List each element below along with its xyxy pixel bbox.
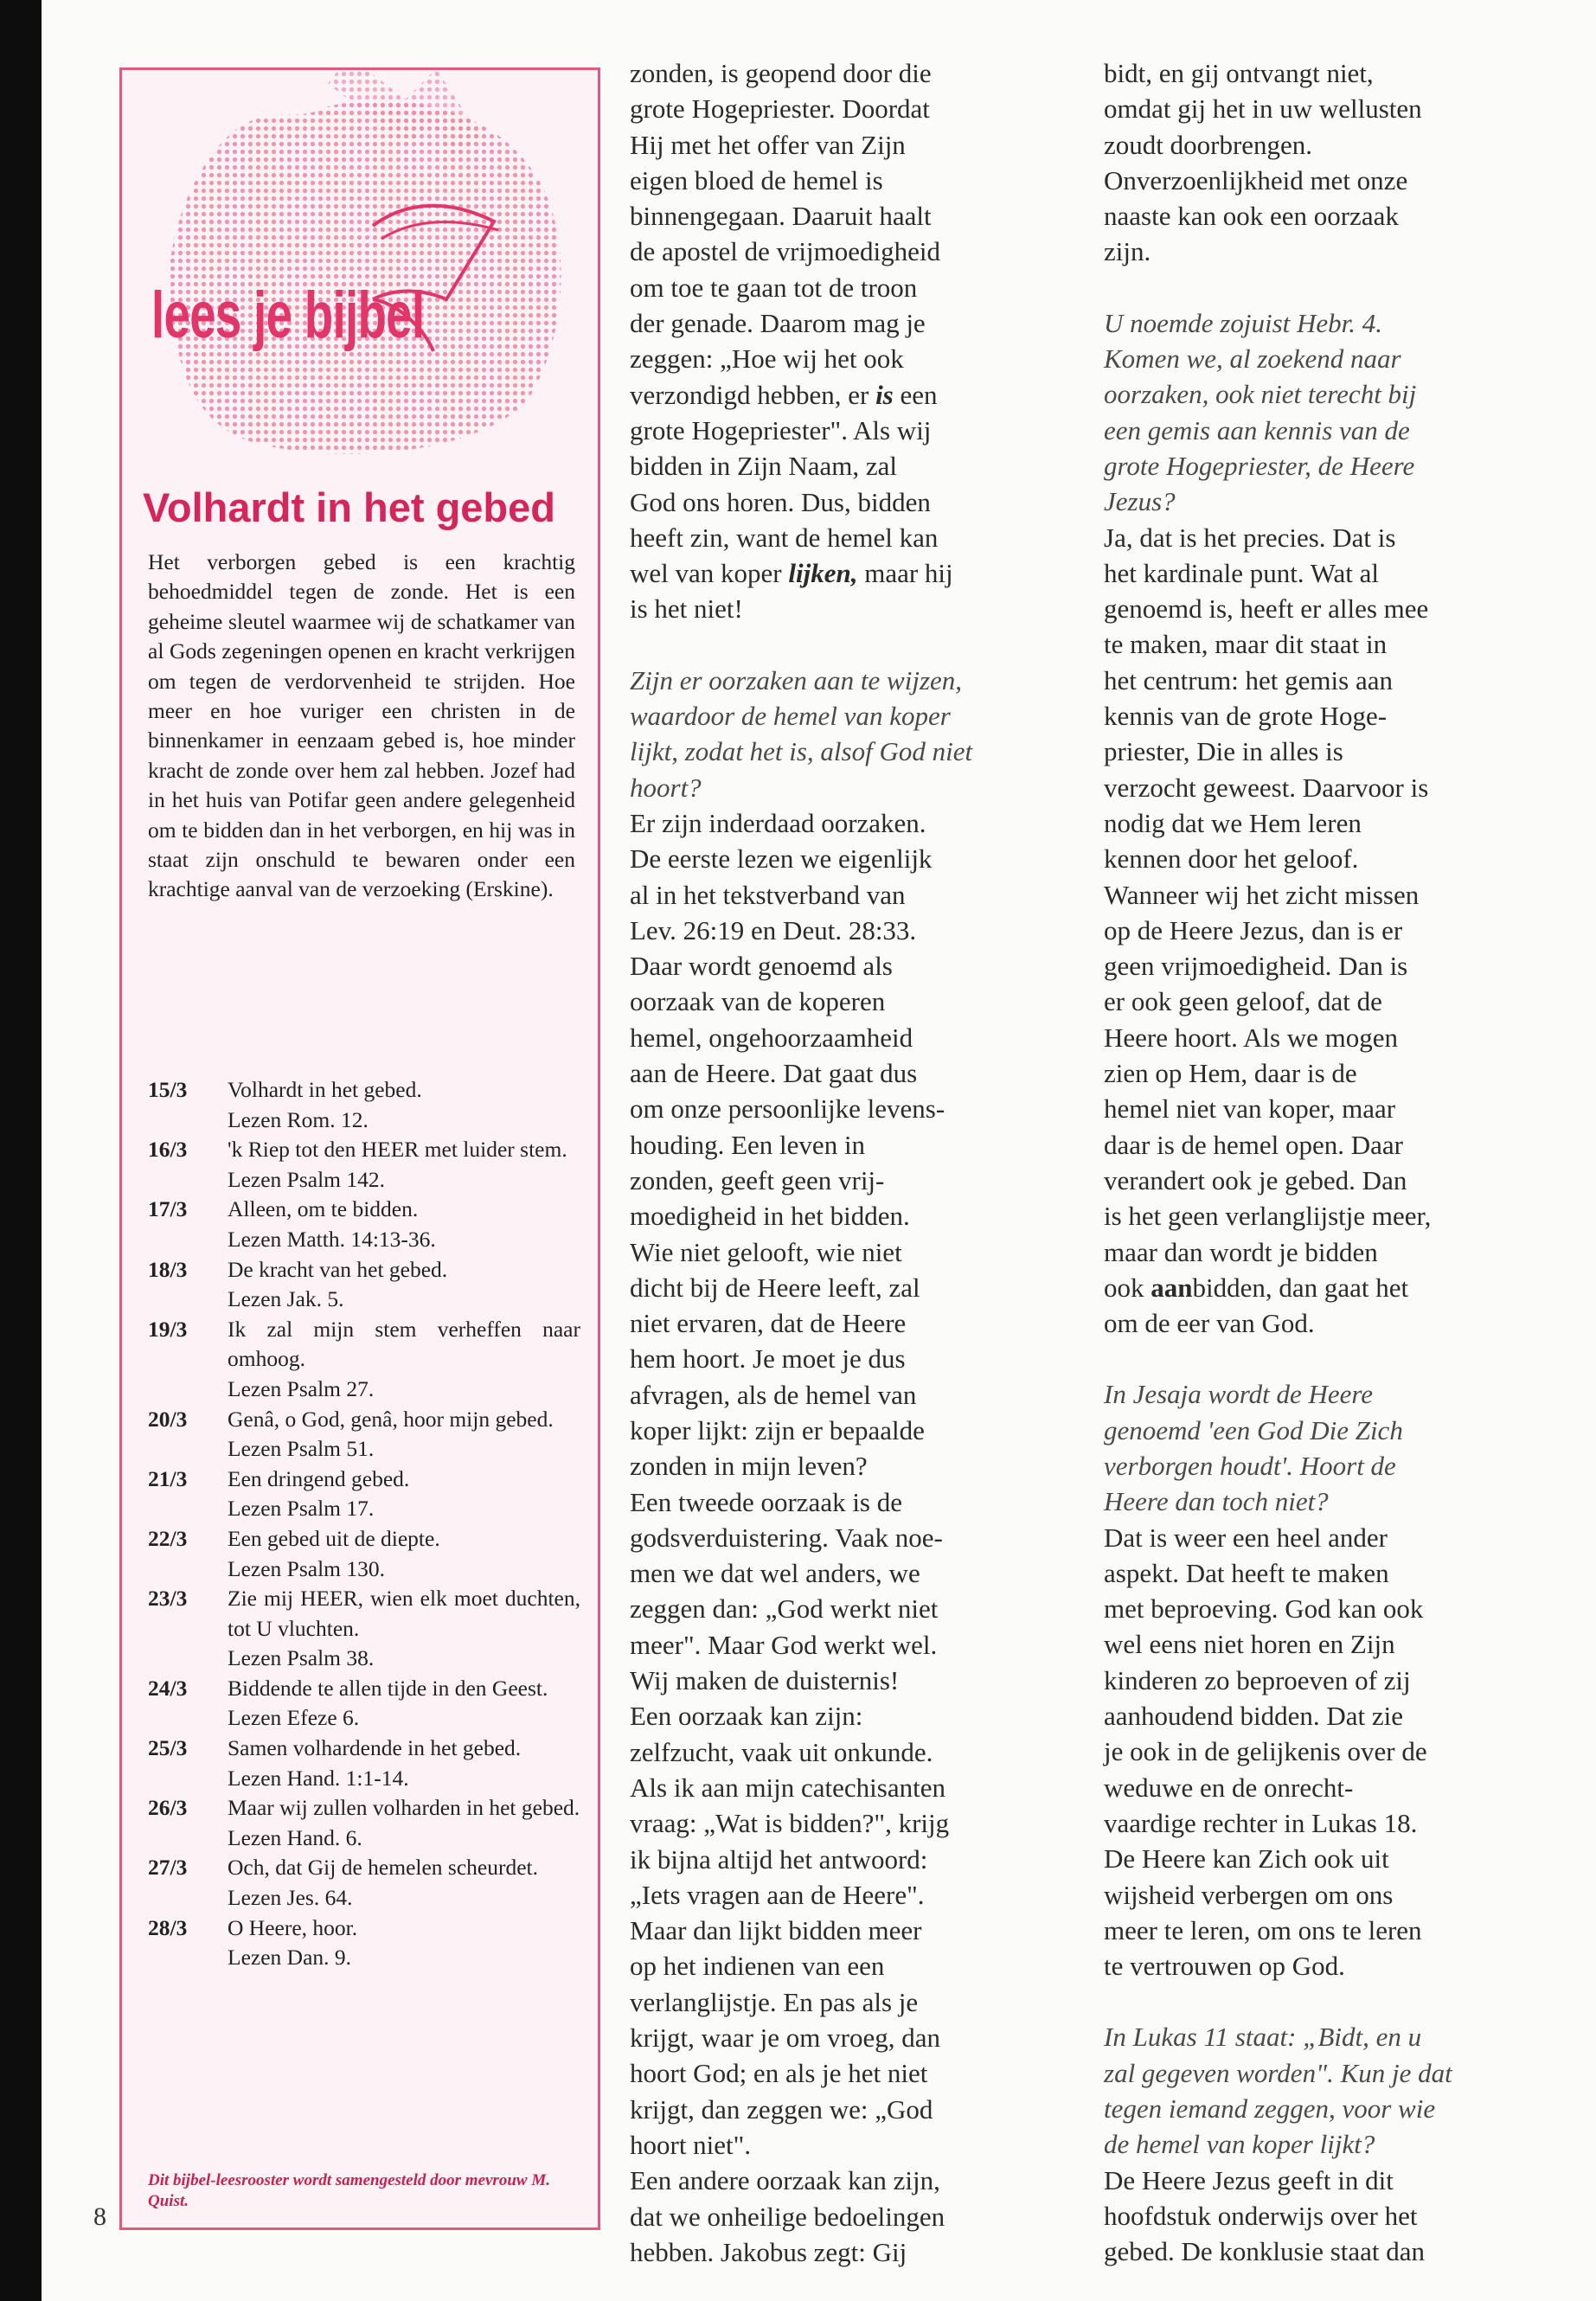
text-line: zonden in mijn leven?: [630, 1451, 868, 1482]
question-paragraph: [1104, 1376, 1536, 1519]
question-paragraph: [1104, 2019, 1536, 2162]
schedule-date: 17/3: [148, 1196, 188, 1222]
text-line: oorzaak van de koperen: [630, 986, 886, 1017]
text-line: verborgen houdt'. Hoort de: [1104, 1450, 1396, 1481]
text-fragment: bidden, dan gaat het: [1192, 1272, 1409, 1303]
text-line: Een andere oorzaak kan zijn,: [630, 2165, 940, 2196]
schedule-date: 26/3: [148, 1795, 188, 1821]
schedule-date: 16/3: [148, 1137, 188, 1163]
text-line: verlanglijstje. En pas als je: [630, 1986, 919, 2017]
text-line: hebben. Jakobus zegt: Gij: [630, 2236, 907, 2267]
schedule-date: 28/3: [148, 1914, 188, 1940]
text-line: Onverzoenlijkheid met onze: [1104, 164, 1408, 195]
text-line: Daar wordt genoemd als: [630, 951, 893, 982]
schedule-entry: [148, 1135, 580, 1195]
schedule-title: De kracht van het gebed.: [228, 1256, 448, 1282]
reading-schedule: [148, 1075, 580, 1973]
schedule-entry-row: [148, 1853, 580, 1883]
text-line: heeft zin, want de hemel kan: [630, 522, 939, 553]
text-line: hoort niet".: [630, 2129, 752, 2160]
schedule-date: 25/3: [148, 1735, 188, 1761]
text-line: godsverduistering. Vaak noe-: [630, 1522, 943, 1553]
text-fragment: ook: [1104, 1272, 1144, 1303]
text-line: om onze persoonlijke levens-: [630, 1093, 945, 1125]
schedule-entry-row: [148, 1135, 580, 1165]
answer-paragraph: [1104, 520, 1536, 1342]
text-line: men we dat wel anders, we: [630, 1558, 920, 1589]
schedule-date: 22/3: [148, 1525, 188, 1551]
text-line: te vertrouwen op God.: [1104, 1951, 1345, 1982]
text-line: U noemde zojuist Hebr. 4.: [1104, 307, 1383, 338]
text-line: In Lukas 11 staat: „Bidt, en u: [1104, 2022, 1422, 2053]
text-line: het centrum: het gemis aan: [1104, 664, 1393, 695]
schedule-reading: Lezen Efeze 6.: [228, 1705, 360, 1731]
schedule-entry-row: [148, 1465, 580, 1495]
schedule-reading: Lezen Matth. 14:13-36.: [228, 1226, 436, 1252]
text-fragment: maar hij: [864, 558, 953, 589]
text-line: bidt, en gij ontvangt niet,: [1104, 58, 1374, 88]
text-line: kennis van de grote Hoge-: [1104, 701, 1388, 732]
text-line: om toe te gaan tot de troon: [630, 272, 918, 303]
schedule-title: Ik zal mijn stem verheffen naar omhoog.: [228, 1316, 580, 1372]
text-line: Heere dan toch niet?: [1104, 1486, 1329, 1517]
text-line: zeggen: „Hoe wij het ook: [630, 343, 904, 375]
text-line: hoofdstuk onderwijs over het: [1104, 2200, 1418, 2231]
schedule-title: Zie mij HEER, wien elk moet duchten, tot U vluchten.: [228, 1586, 580, 1641]
schedule-entry: [148, 1315, 580, 1405]
text-line: zien op Hem, daar is de: [1104, 1058, 1357, 1089]
text-line: naaste kan ook een oorzaak: [1104, 201, 1399, 232]
schedule-date: 27/3: [148, 1855, 188, 1881]
text-line: zonden, is geopend door die: [630, 58, 932, 88]
article-column-3: [1104, 55, 1536, 2270]
text-line: vraag: „Wat is bidden?", krijg: [630, 1808, 950, 1839]
schedule-reading: Lezen Hand. 6.: [228, 1824, 362, 1850]
text-line: daar is de hemel open. Daar: [1104, 1129, 1404, 1160]
text-line: Wie niet gelooft, wie niet: [630, 1236, 902, 1267]
schedule-entry: [148, 1674, 580, 1734]
text-line: Als ik aan mijn catechisanten: [630, 1772, 945, 1803]
text-line: Dat is weer een heel ander: [1104, 1522, 1388, 1553]
schedule-footnote: Dit bijbel-leesrooster wordt samengesteld door mevrouw M. Quist.: [148, 2171, 550, 2210]
text-line: aanhoudend bidden. Dat zie: [1104, 1701, 1404, 1732]
schedule-date: 19/3: [148, 1316, 188, 1342]
text-line: wijsheid verbergen om ons: [1104, 1879, 1394, 1910]
text-line: je ook in de gelijkenis over de: [1104, 1736, 1427, 1767]
schedule-date: 23/3: [148, 1586, 188, 1612]
schedule-date: 15/3: [148, 1077, 188, 1102]
schedule-title: O Heere, hoor.: [228, 1914, 358, 1940]
schedule-entry-row: [148, 1255, 580, 1285]
schedule-entry: [148, 1075, 580, 1135]
text-line: Wanneer wij het zicht missen: [1104, 879, 1420, 910]
text-line: Ja, dat is het precies. Dat is: [1104, 522, 1396, 553]
text-line: Een tweede oorzaak is de: [630, 1486, 903, 1517]
text-line: dat we onheilige bedoelingen: [630, 2201, 945, 2232]
text-line: Hij met het offer van Zijn: [630, 129, 906, 160]
text-line: te maken, maar dit staat in: [1104, 629, 1388, 660]
text-line: God ons horen. Dus, bidden: [630, 486, 931, 517]
intro-paragraph: Het verborgen gebed is een krachtig behoedmiddel tegen de zonde. Het is een geheime sleutel waarmee wij de schatkamer van al Gods zegeningen openen en kracht verkrijgen om tegen de verdorvenheid te strijden. Hoe meer en hoe vuriger een christen in de binnenkamer in eenzaam gebed is, hoe minder kracht de zonde over hem zal hebben. Jozef had in het huis van Potifar geen andere gelegenheid om te bidden dan in het verborgen, en hij was in staat zijn onschuld te bewaren onder een krachtige aanval van de verzoeking (Erskine).: [148, 549, 575, 902]
schedule-reading: Lezen Psalm 17.: [228, 1496, 375, 1522]
text-line: grote Hogepriester. Doordat: [630, 93, 930, 125]
text-line: ik bijna altijd het antwoord:: [630, 1843, 928, 1875]
answer-paragraph: [1104, 1520, 1536, 1984]
schedule-entry: [148, 1524, 580, 1584]
text-line: zelfzucht, vaak uit onkunde.: [630, 1736, 933, 1767]
schedule-entry-row: [148, 1584, 580, 1644]
schedule-entry: [148, 1793, 580, 1853]
text-line: bidden in Zijn Naam, zal: [630, 451, 898, 482]
text-line: genoemd 'een God Die Zich: [1104, 1414, 1403, 1445]
page-binding-edge: [0, 0, 42, 2301]
text-line: wel van koper lijken, maar hij: [630, 558, 953, 589]
text-line: grote Hogepriester, de Heere: [1104, 450, 1415, 481]
emphasis-lijken: lijken,: [788, 558, 858, 589]
text-line: Wij maken de duisternis!: [630, 1665, 900, 1696]
text-line: omdat gij het in uw wellusten: [1104, 93, 1422, 125]
schedule-title: Alleen, om te bidden.: [228, 1196, 419, 1222]
text-line: eigen bloed de hemel is: [630, 164, 883, 195]
text-line: oorzaken, ook niet terecht bij: [1104, 379, 1417, 410]
text-line: meer te leren, om ons te leren: [1104, 1914, 1422, 1945]
schedule-entry: [148, 1195, 580, 1254]
schedule-title: Volhardt in het gebed.: [228, 1077, 422, 1102]
text-line: kinderen zo beproeven of zij: [1104, 1664, 1411, 1695]
text-line: nodig dat we Hem leren: [1104, 807, 1362, 838]
text-line: het kardinale punt. Wat al: [1104, 557, 1380, 588]
text-line: er ook geen geloof, dat de: [1104, 986, 1382, 1017]
text-line: krijgt, waar je om vroeg, dan: [630, 2022, 940, 2054]
schedule-reading: Lezen Jak. 5.: [228, 1286, 344, 1312]
text-line: tegen iemand zeggen, voor wie: [1104, 2093, 1436, 2125]
text-line: zal gegeven worden". Kun je dat: [1104, 2057, 1452, 2088]
answer-paragraph: [1104, 55, 1536, 270]
text-line: zoudt doorbrengen.: [1104, 129, 1313, 160]
schedule-entry: [148, 1734, 580, 1793]
schedule-title: Een gebed uit de diepte.: [228, 1525, 440, 1551]
schedule-reading: Lezen Psalm 27.: [228, 1375, 375, 1401]
text-line: De Heere Jezus geeft in dit: [1104, 2164, 1394, 2195]
page-number: 8: [93, 2202, 106, 2231]
text-line: binnengegaan. Daaruit haalt: [630, 201, 932, 232]
text-line: vaardige rechter in Lukas 18.: [1104, 1807, 1418, 1838]
text-line: niet ervaren, dat de Heere: [630, 1308, 907, 1339]
text-line: wel eens niet horen en Zijn: [1104, 1629, 1395, 1660]
schedule-entry: [148, 1405, 580, 1465]
text-line: genoemd is, heeft er alles mee: [1104, 593, 1429, 625]
text-line: De eerste lezen we eigenlijk: [630, 843, 933, 875]
schedule-entry: [148, 1853, 580, 1913]
text-line: op de Heere Jezus, dan is er: [1104, 914, 1403, 945]
text-line: op het indienen van een: [630, 1951, 885, 1982]
text-line: „Iets vragen aan de Heere".: [630, 1879, 925, 1910]
text-line: Maar dan lijkt bidden meer: [630, 1915, 922, 1946]
article-column-2: [630, 55, 1054, 2270]
text-line: de hemel van koper lijkt?: [1104, 2129, 1375, 2160]
schedule-entry-row: [148, 1405, 580, 1435]
text-line: waardoor de hemel van koper: [630, 701, 951, 732]
text-line: is het niet!: [630, 593, 743, 625]
schedule-title: Genâ, o God, genâ, hoor mijn gebed.: [228, 1406, 554, 1432]
text-line: koper lijkt: zijn er bepaalde: [630, 1414, 925, 1445]
text-line: maar dan wordt je bidden: [1104, 1236, 1378, 1267]
schedule-reading: Lezen Psalm 38.: [228, 1645, 375, 1671]
schedule-entry-row: [148, 1674, 580, 1704]
text-line: hem hoort. Je moet je dus: [630, 1343, 906, 1375]
text-line: De Heere kan Zich ook uit: [1104, 1843, 1389, 1875]
schedule-entry: [148, 1255, 580, 1315]
logo-text: lees je bijbel: [151, 279, 425, 352]
text-line: met beproeving. God kan ook: [1104, 1593, 1424, 1625]
text-line: dicht bij de Heere leeft, zal: [630, 1272, 920, 1303]
question-paragraph: [630, 663, 1054, 805]
schedule-date: 21/3: [148, 1465, 188, 1491]
schedule-entry: [148, 1584, 580, 1674]
text-line: krijgt, dan zeggen we: „God: [630, 2093, 933, 2125]
answer-paragraph: [630, 805, 1054, 2270]
text-line: zonden, geeft geen vrij-: [630, 1164, 885, 1195]
emphasis-aan: aan: [1151, 1272, 1193, 1303]
text-line: Er zijn inderdaad oorzaken.: [630, 807, 926, 838]
text-line: hemel, ongehoorzaamheid: [630, 1022, 913, 1053]
schedule-entry-row: [148, 1524, 580, 1554]
lees-je-bijbel-logo: [122, 70, 598, 477]
schedule-title: Maar wij zullen volharden in het gebed.: [228, 1795, 580, 1821]
text-line: al in het tekstverband van: [630, 879, 906, 910]
answer-paragraph: [630, 55, 1054, 627]
text-fragment: een: [900, 379, 938, 410]
schedule-entry-row: [148, 1315, 580, 1375]
schedule-title: Samen volhardende in het gebed.: [228, 1735, 522, 1761]
text-line: aspekt. Dat heeft te maken: [1104, 1557, 1389, 1588]
text-line: der genade. Daarom mag je: [630, 308, 926, 339]
schedule-reading: Lezen Jes. 64.: [228, 1885, 353, 1911]
text-line: om de eer van God.: [1104, 1308, 1315, 1339]
schedule-title: Och, dat Gij de hemelen scheurdet.: [228, 1855, 538, 1881]
schedule-entry-row: [148, 1793, 580, 1823]
text-line: geen vrijmoedigheid. Dan is: [1104, 951, 1408, 982]
text-line: verandert ook je gebed. Dan: [1104, 1164, 1407, 1195]
emphasis-is: is: [875, 379, 894, 410]
question-paragraph: [1104, 305, 1536, 520]
text-line: moedigheid in het bidden.: [630, 1201, 910, 1232]
schedule-entry-row: [148, 1913, 580, 1944]
schedule-date: 20/3: [148, 1406, 188, 1432]
answer-paragraph: [1104, 2163, 1536, 2270]
text-line: Een oorzaak kan zijn:: [630, 1701, 863, 1732]
schedule-title: 'k Riep tot den HEER met luider stem.: [228, 1137, 567, 1163]
text-line: lijkt, zodat het is, alsof God niet: [630, 736, 973, 767]
schedule-reading: Lezen Psalm 130.: [228, 1555, 385, 1581]
text-line: gebed. De konklusie staat dan: [1104, 2236, 1426, 2267]
schedule-entry-row: [148, 1195, 580, 1225]
schedule-entry: [148, 1913, 580, 1973]
text-line: hoort?: [630, 772, 702, 803]
schedule-title: Een dringend gebed.: [228, 1465, 410, 1491]
text-line: verzondigd hebben, er is een: [630, 379, 938, 410]
text-line: een gemis aan kennis van de: [1104, 414, 1410, 445]
text-line: Lev. 26:19 en Deut. 28:33.: [630, 914, 917, 945]
schedule-entry-row: [148, 1734, 580, 1764]
text-line: Jezus?: [1104, 486, 1176, 517]
text-line: hemel niet van koper, maar: [1104, 1093, 1396, 1125]
schedule-reading: Lezen Psalm 51.: [228, 1436, 375, 1462]
text-line: is het geen verlanglijstje meer,: [1104, 1201, 1432, 1232]
text-line: verzocht geweest. Daarvoor is: [1104, 772, 1429, 803]
text-line: zeggen dan: „God werkt niet: [630, 1593, 939, 1625]
text-line: In Jesaja wordt de Heere: [1104, 1379, 1374, 1410]
text-line: weduwe en de onrecht-: [1104, 1772, 1354, 1803]
text-line: afvragen, als de hemel van: [630, 1379, 917, 1410]
text-line: hoort God; en als je het niet: [630, 2058, 928, 2089]
schedule-date: 24/3: [148, 1675, 188, 1701]
schedule-reading: Lezen Hand. 1:1-14.: [228, 1765, 409, 1791]
text-line: Zijn er oorzaken aan te wijzen,: [630, 664, 963, 695]
schedule-entry-row: [148, 1075, 580, 1106]
text-line: aan de Heere. Dat gaat dus: [630, 1058, 918, 1089]
text-line: kennen door het geloof.: [1104, 843, 1359, 875]
text-line: de apostel de vrijmoedigheid: [630, 236, 940, 267]
text-line: Heere hoort. Als we mogen: [1104, 1022, 1399, 1053]
schedule-reading: Lezen Dan. 9.: [228, 1945, 352, 1971]
text-line: [1104, 1270, 1536, 1305]
box-title: Volhardt in het gebed: [143, 484, 555, 530]
schedule-title: Biddende te allen tijde in den Geest.: [228, 1675, 548, 1701]
text-line: grote Hogepriester". Als wij: [630, 414, 932, 445]
bible-reading-box: [119, 67, 600, 2230]
schedule-date: 18/3: [148, 1256, 188, 1282]
text-line: houding. Een leven in: [630, 1129, 866, 1160]
text-line: Komen we, al zoekend naar: [1104, 343, 1401, 375]
text-line: zijn.: [1104, 236, 1151, 267]
text-line: priester, Die in alles is: [1104, 736, 1343, 767]
schedule-entry: [148, 1465, 580, 1524]
text-line: meer". Maar God werkt wel.: [630, 1629, 938, 1660]
schedule-reading: Lezen Rom. 12.: [228, 1106, 369, 1132]
schedule-reading: Lezen Psalm 142.: [228, 1166, 385, 1192]
